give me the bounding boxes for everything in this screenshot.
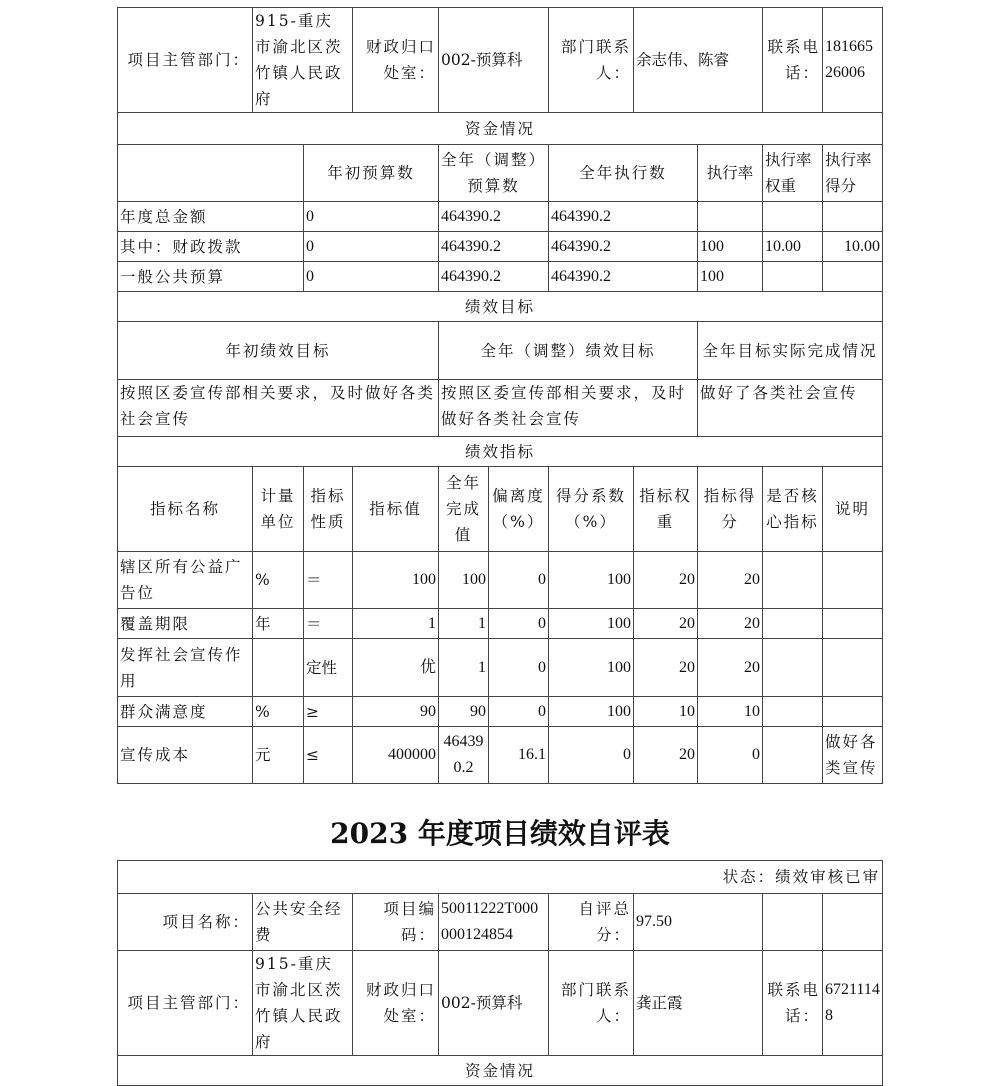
funding-cell: 464390.2 — [549, 202, 698, 232]
indicator-cell: 0 — [489, 609, 549, 639]
project-name-row — [118, 894, 883, 951]
indicator-cell — [823, 697, 883, 727]
indicator-header: 指标值 — [353, 467, 439, 552]
score-label: 自评总分： — [549, 894, 634, 951]
goals-value: 按照区委宣传部相关要求，及时做好各类社会宣传 — [118, 380, 439, 437]
indicators-section-title: 绩效指标 — [118, 437, 883, 467]
funding-section-title: 资金情况 — [118, 113, 883, 145]
indicator-cell: 464390.2 — [439, 727, 489, 784]
indicator-cell — [763, 552, 823, 609]
indicator-cell: 400000 — [353, 727, 439, 784]
indicator-cell: 20 — [698, 609, 763, 639]
funding-cell — [763, 262, 823, 292]
funding-cell: 0 — [304, 232, 439, 262]
funding-row — [118, 232, 883, 262]
contact-label: 部门联系人： — [549, 951, 634, 1056]
funding-cell: 年度总金额 — [118, 202, 304, 232]
funding-header: 全年执行数 — [549, 145, 698, 202]
funding-cell: 100 — [698, 232, 763, 262]
indicator-row — [118, 727, 883, 784]
phone-value: 67211148 — [823, 951, 883, 1056]
indicator-cell: 年 — [253, 609, 304, 639]
indicator-cell: 20 — [634, 609, 698, 639]
indicator-cell: ＝ — [304, 609, 353, 639]
indicator-cell: ＝ — [304, 552, 353, 609]
indicator-row — [118, 639, 883, 697]
indicator-cell: 覆盖期限 — [118, 609, 253, 639]
indicator-cell: 1 — [353, 609, 439, 639]
indicator-cell: 10 — [698, 697, 763, 727]
indicator-cell: 1 — [439, 639, 489, 697]
funding-cell: 464390.2 — [439, 262, 549, 292]
indicator-cell: % — [253, 552, 304, 609]
indicator-cell: 20 — [698, 552, 763, 609]
funding-cell: 100 — [698, 262, 763, 292]
indicator-cell: 100 — [439, 552, 489, 609]
indicator-header: 指标权重 — [634, 467, 698, 552]
indicator-cell: 0 — [489, 639, 549, 697]
indicator-cell: ≤ — [304, 727, 353, 784]
funding-cell — [698, 202, 763, 232]
goals-header: 年初绩效目标 — [118, 322, 439, 380]
name-value: 公共安全经费 — [253, 894, 353, 951]
dept-row — [118, 951, 883, 1056]
funding-header-row — [118, 145, 883, 202]
indicator-cell: 0 — [549, 727, 634, 784]
indicator-cell: % — [253, 697, 304, 727]
indicator-cell: 辖区所有公益广告位 — [118, 552, 253, 609]
indicator-row — [118, 609, 883, 639]
indicator-cell — [823, 639, 883, 697]
funding-header: 执行率权重 — [763, 145, 823, 202]
score-value: 97.50 — [634, 894, 763, 951]
indicator-cell: 定性 — [304, 639, 353, 697]
indicator-cell: 16.1 — [489, 727, 549, 784]
indicator-cell — [763, 609, 823, 639]
performance-table-2 — [117, 860, 883, 1086]
funding-header: 年初预算数 — [304, 145, 439, 202]
goals-header-row — [118, 322, 883, 380]
dept-label: 项目主管部门： — [118, 8, 253, 113]
name-label: 项目名称： — [118, 894, 253, 951]
indicator-cell: 20 — [634, 727, 698, 784]
funding-cell: 0 — [304, 202, 439, 232]
indicator-header: 全年完成值 — [439, 467, 489, 552]
funding-header: 执行率得分 — [823, 145, 883, 202]
indicator-cell: 100 — [549, 697, 634, 727]
indicator-cell: 宣传成本 — [118, 727, 253, 784]
indicator-cell: 90 — [439, 697, 489, 727]
funding-cell: 464390.2 — [549, 262, 698, 292]
office-label: 财政归口处室： — [353, 8, 439, 113]
empty-cell — [823, 894, 883, 951]
indicator-cell — [823, 552, 883, 609]
phone-label: 联系电话： — [763, 951, 823, 1056]
indicator-cell: 做好各类宣传 — [823, 727, 883, 784]
funding-header — [118, 145, 304, 202]
phone-value: 18166526006 — [823, 8, 883, 113]
indicator-header: 计量单位 — [253, 467, 304, 552]
goals-header: 全年（调整）绩效目标 — [439, 322, 698, 380]
indicator-cell: 0 — [489, 552, 549, 609]
indicator-cell: 元 — [253, 727, 304, 784]
dept-value: 915-重庆市渝北区茨竹镇人民政府 — [253, 8, 353, 113]
funding-cell: 464390.2 — [439, 202, 549, 232]
indicator-cell: 1 — [439, 609, 489, 639]
indicator-cell: 0 — [489, 697, 549, 727]
funding-header: 执行率 — [698, 145, 763, 202]
indicator-header-row — [118, 467, 883, 552]
funding-cell — [823, 202, 883, 232]
office-value: 002-预算科 — [439, 951, 549, 1056]
funding-cell — [823, 262, 883, 292]
indicator-cell: 10 — [634, 697, 698, 727]
indicator-cell — [253, 639, 304, 697]
indicator-cell — [763, 697, 823, 727]
indicator-cell: 100 — [353, 552, 439, 609]
funding-row — [118, 202, 883, 232]
funding-cell: 464390.2 — [439, 232, 549, 262]
indicator-cell — [823, 609, 883, 639]
indicator-cell: 发挥社会宣传作用 — [118, 639, 253, 697]
goals-value: 按照区委宣传部相关要求，及时做好各类社会宣传 — [439, 380, 698, 437]
funding-cell — [763, 202, 823, 232]
code-label: 项目编码： — [353, 894, 439, 951]
indicator-header: 指标性质 — [304, 467, 353, 552]
indicator-cell: 20 — [698, 639, 763, 697]
indicator-cell: 群众满意度 — [118, 697, 253, 727]
indicator-header: 说明 — [823, 467, 883, 552]
funding-row — [118, 262, 883, 292]
indicator-header: 偏离度（%） — [489, 467, 549, 552]
code-value: 50011222T000000124854 — [439, 894, 549, 951]
indicator-cell: 100 — [549, 639, 634, 697]
indicator-cell: 20 — [634, 639, 698, 697]
dept-value: 915-重庆市渝北区茨竹镇人民政府 — [253, 951, 353, 1056]
indicator-cell: 100 — [549, 609, 634, 639]
indicator-cell — [763, 727, 823, 784]
office-label: 财政归口处室： — [353, 951, 439, 1056]
indicator-header: 指标得分 — [698, 467, 763, 552]
funding-cell: 464390.2 — [549, 232, 698, 262]
dept-label: 项目主管部门： — [118, 951, 253, 1056]
funding-section-title: 资金情况 — [118, 1056, 883, 1086]
page-title: 2023 年度项目绩效自评表 — [330, 817, 670, 850]
indicator-cell: 优 — [353, 639, 439, 697]
goals-value-row — [118, 380, 883, 437]
funding-header: 全年（调整）预算数 — [439, 145, 549, 202]
contact-label: 部门联系人： — [549, 8, 634, 113]
indicator-cell: ≥ — [304, 697, 353, 727]
indicator-cell — [763, 639, 823, 697]
indicator-row — [118, 697, 883, 727]
funding-cell: 一般公共预算 — [118, 262, 304, 292]
indicator-header: 得分系数（%） — [549, 467, 634, 552]
phone-label: 联系电话： — [763, 8, 823, 113]
performance-table-1 — [117, 7, 883, 784]
contact-value: 龚正霞 — [634, 951, 763, 1056]
contact-value: 余志伟、陈睿 — [634, 8, 763, 113]
indicator-header: 指标名称 — [118, 467, 253, 552]
funding-cell: 0 — [304, 262, 439, 292]
funding-cell: 10.00 — [763, 232, 823, 262]
status-text: 状态：绩效审核已审 — [118, 861, 883, 894]
dept-row — [118, 8, 883, 113]
goals-header: 全年目标实际完成情况 — [698, 322, 883, 380]
funding-cell: 其中：财政拨款 — [118, 232, 304, 262]
indicator-header: 是否核心指标 — [763, 467, 823, 552]
indicator-cell: 90 — [353, 697, 439, 727]
indicator-cell: 20 — [634, 552, 698, 609]
empty-cell — [763, 894, 823, 951]
indicator-cell: 0 — [698, 727, 763, 784]
goals-value: 做好了各类社会宣传 — [698, 380, 883, 437]
funding-cell: 10.00 — [823, 232, 883, 262]
office-value: 002-预算科 — [439, 8, 549, 113]
indicator-cell: 100 — [549, 552, 634, 609]
indicator-row — [118, 552, 883, 609]
goals-section-title: 绩效目标 — [118, 292, 883, 322]
